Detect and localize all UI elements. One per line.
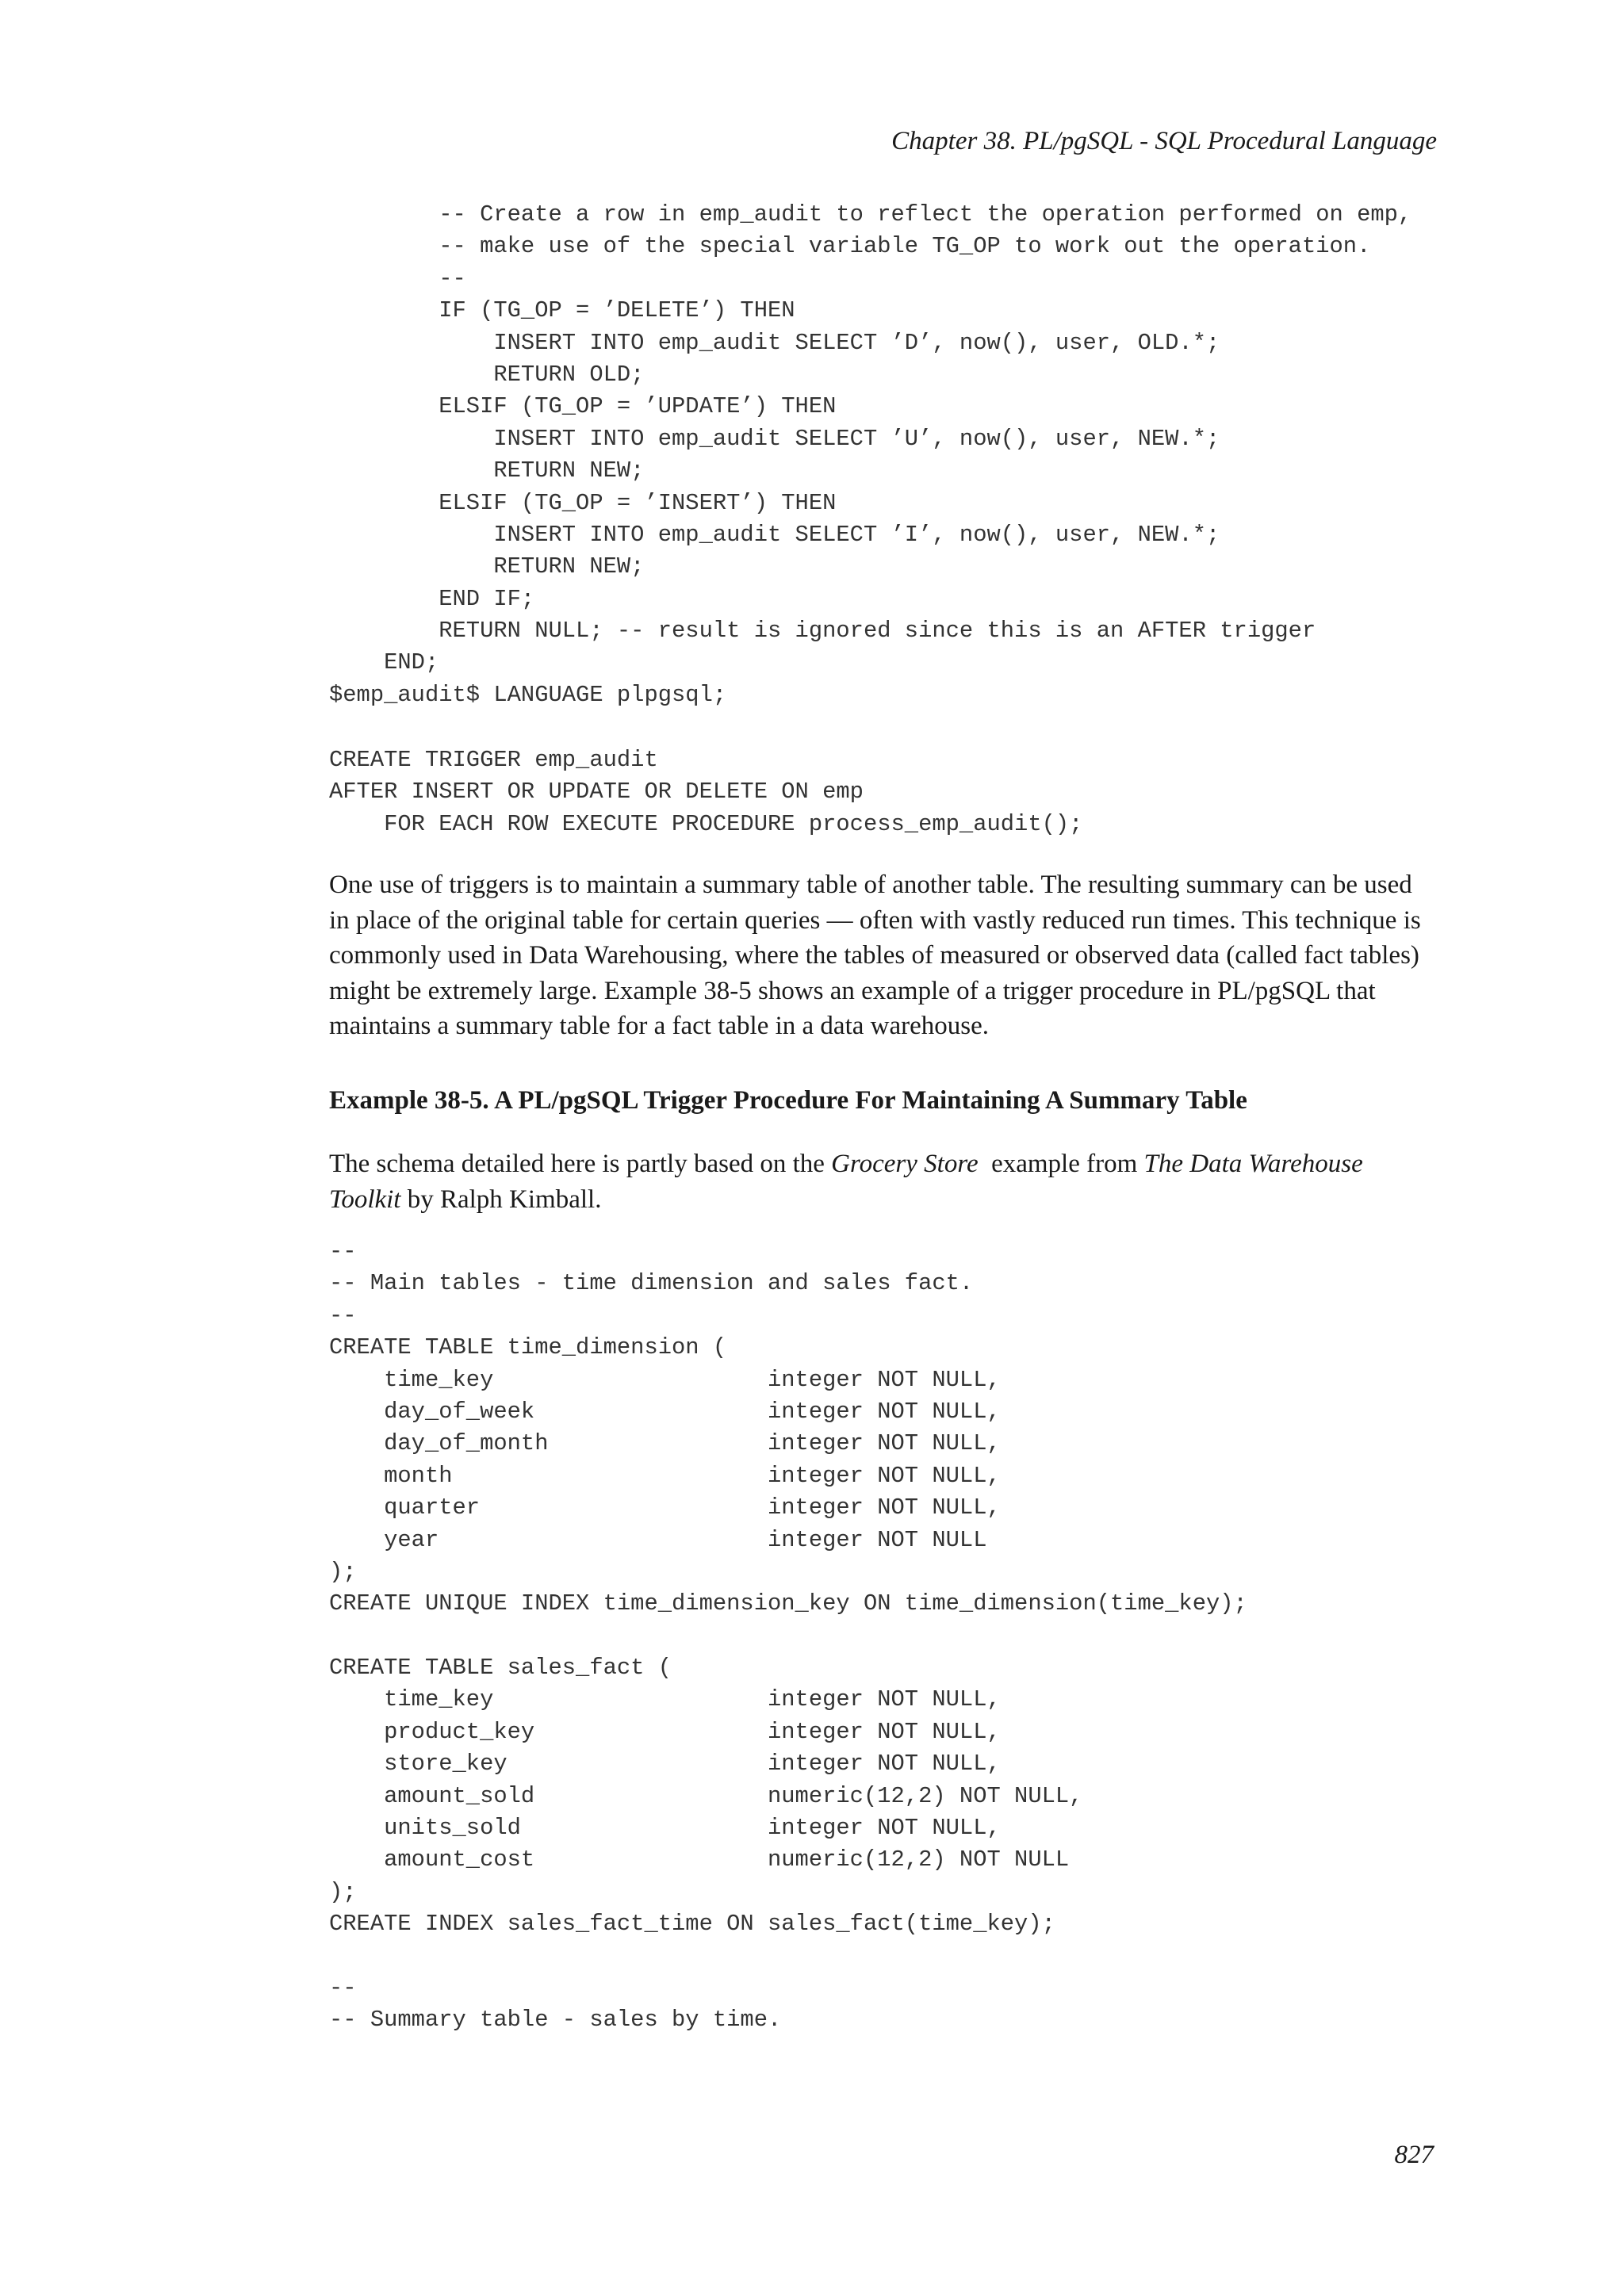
code-line: CREATE INDEX sales_fact_time ON sales_fact(time_key); bbox=[329, 1911, 1055, 1938]
example-title: Example 38-5. A PL/pgSQL Trigger Procedure For Maintaining A Summary Table bbox=[329, 1086, 1247, 1115]
code-line: year integer NOT NULL bbox=[329, 1526, 987, 1553]
code-line: END IF; bbox=[329, 585, 535, 612]
code-line: -- bbox=[329, 265, 466, 292]
intro-text: example from bbox=[978, 1150, 1144, 1178]
code-line: IF (TG_OP = ’DELETE’) THEN bbox=[329, 297, 795, 324]
code-line: AFTER INSERT OR UPDATE OR DELETE ON emp bbox=[329, 779, 864, 806]
code-line: day_of_week integer NOT NULL, bbox=[329, 1398, 1001, 1425]
code-line: RETURN NEW; bbox=[329, 553, 645, 580]
code-line: amount_sold numeric(12,2) NOT NULL, bbox=[329, 1782, 1083, 1809]
body-paragraph: One use of triggers is to maintain a summary table of another table. The resulting summary can be used in place of the original table for certain queries — often with vastly reduced run times. This technique is commonly used in Data Warehousing, where the tables of measured or observed data (called fact tables) might be extremely large. Example 38-5 shows an example of a trigger procedure in PL/pgSQL that maintains a summary table for a fact table in a data warehouse. bbox=[329, 871, 1421, 1040]
code-line: ELSIF (TG_OP = ’INSERT’) THEN bbox=[329, 489, 837, 516]
code-line: FOR EACH ROW EXECUTE PROCEDURE process_emp_audit(); bbox=[329, 810, 1083, 837]
code-line: $emp_audit$ LANGUAGE plpgsql; bbox=[329, 681, 727, 708]
code-line: ); bbox=[329, 1558, 357, 1585]
code-line: day_of_month integer NOT NULL, bbox=[329, 1430, 1001, 1457]
code-line: RETURN NULL; -- result is ignored since this is an AFTER trigger bbox=[329, 618, 1316, 645]
code-line: month integer NOT NULL, bbox=[329, 1462, 1001, 1489]
code-line bbox=[329, 1621, 1247, 1652]
code-line: RETURN OLD; bbox=[329, 361, 645, 388]
code-line: CREATE TABLE sales_fact ( bbox=[329, 1655, 672, 1682]
code-line: store_key integer NOT NULL, bbox=[329, 1751, 1001, 1777]
code-line: CREATE UNIQUE INDEX time_dimension_key ON time_dimension(time_key); bbox=[329, 1590, 1247, 1617]
intro-text: The schema detailed here is partly based on the bbox=[329, 1150, 832, 1178]
intro-italic-grocery-store: Grocery Store bbox=[831, 1150, 979, 1178]
code-block-schema bbox=[329, 1236, 1247, 2037]
intro-text: by Ralph Kimball. bbox=[400, 1184, 602, 1214]
intro-italic-book-title: The Data Warehouse Toolkit bbox=[329, 1150, 1363, 1214]
code-line: INSERT INTO emp_audit SELECT ’I’, now(), user, NEW.*; bbox=[329, 521, 1220, 548]
code-line: product_key integer NOT NULL, bbox=[329, 1718, 1001, 1745]
code-line: INSERT INTO emp_audit SELECT ’U’, now(), user, NEW.*; bbox=[329, 425, 1220, 452]
code-line: CREATE TRIGGER emp_audit bbox=[329, 747, 658, 773]
code-line bbox=[329, 1941, 1247, 1973]
code-line: -- Main tables - time dimension and sales fact. bbox=[329, 1270, 974, 1297]
code-line: RETURN NEW; bbox=[329, 457, 645, 484]
code-line: -- bbox=[329, 1238, 357, 1265]
code-line: END; bbox=[329, 649, 439, 676]
running-header: Chapter 38. PL/pgSQL - SQL Procedural Language bbox=[891, 127, 1437, 155]
code-line: ); bbox=[329, 1878, 357, 1905]
example-intro-paragraph bbox=[329, 1146, 1438, 1217]
code-line: -- bbox=[329, 1974, 357, 2001]
code-line: ELSIF (TG_OP = ’UPDATE’) THEN bbox=[329, 393, 837, 420]
code-line: units_sold integer NOT NULL, bbox=[329, 1815, 1001, 1842]
code-line: quarter integer NOT NULL, bbox=[329, 1494, 1001, 1521]
code-line: INSERT INTO emp_audit SELECT ’D’, now(), user, OLD.*; bbox=[329, 329, 1220, 356]
code-line: -- make use of the special variable TG_OP to work out the operation. bbox=[329, 233, 1371, 260]
code-line: -- Create a row in emp_audit to reflect the operation performed on emp, bbox=[329, 201, 1412, 228]
code-line: time_key integer NOT NULL, bbox=[329, 1366, 1001, 1393]
code-line: CREATE TABLE time_dimension ( bbox=[329, 1334, 727, 1361]
code-line: -- bbox=[329, 1302, 357, 1329]
code-block-create-trigger bbox=[329, 744, 1082, 840]
page-number: 827 bbox=[1394, 2141, 1434, 2169]
code-line: -- Summary table - sales by time. bbox=[329, 2007, 782, 2034]
code-line: amount_cost numeric(12,2) NOT NULL bbox=[329, 1846, 1070, 1873]
code-line: time_key integer NOT NULL, bbox=[329, 1686, 1001, 1713]
code-block-trigger-body bbox=[329, 199, 1411, 711]
